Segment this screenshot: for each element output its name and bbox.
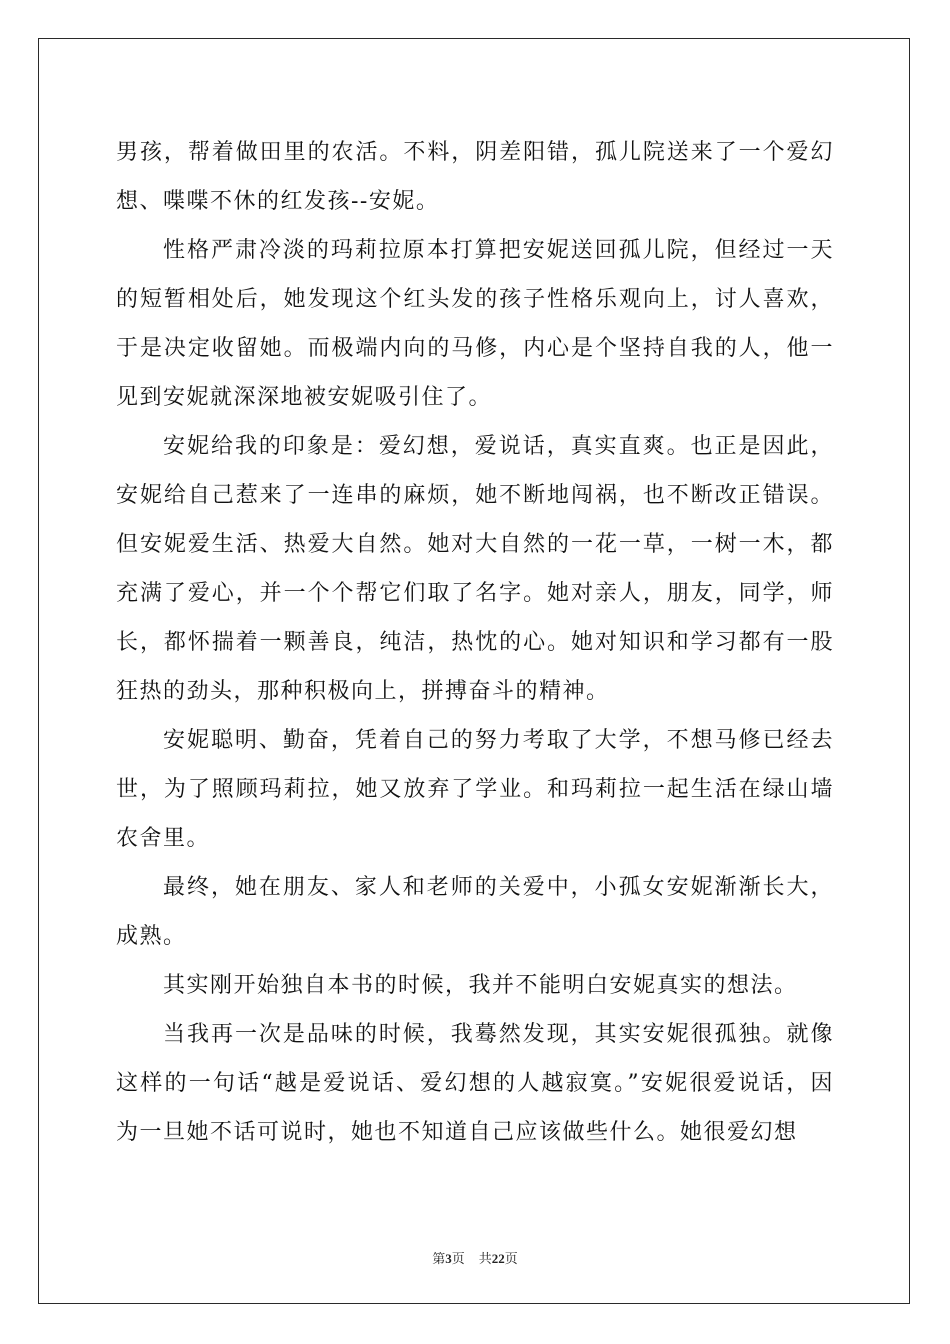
paragraph-7: 当我再一次是品味的时候，我蓦然发现，其实安妮很孤独。就像这样的一句话“越是爱说话、爱幻想的人越寂寞。”安妮很爱说话，因为一旦她不话可说时，她也不知道自己应该做些什么。她很爱幻想 — [116, 1022, 834, 1145]
paragraph-1: 男孩，帮着做田里的农活。不料，阴差阳错，孤儿院送来了一个爱幻想、喋喋不休的红发孩--安妮。 — [116, 140, 834, 214]
paragraph-3: 安妮给我的印象是：爱幻想，爱说话，真实直爽。也正是因此，安妮给自己惹来了一连串的麻烦，她不断地闯祸，也不断改正错误。但安妮爱生活、热爱大自然。她对大自然的一花一草，一树一木，都充满了爱心，并一个个帮它们取了名字。她对亲人，朋友，同学，师长，都怀揣着一颗善良，纯洁，热忱的心。她对知识和学习都有一股狂热的劲头，那种积极向上，拼搏奋斗的精神。 — [116, 434, 834, 704]
paragraph-6: 其实刚开始独自本书的时候，我并不能明白安妮真实的想法。 — [163, 973, 798, 998]
paragraph-5: 最终，她在朋友、家人和老师的关爱中，小孤女安妮渐渐长大，成熟。 — [116, 875, 834, 949]
page-suffix: 页 — [451, 1252, 465, 1267]
total-pages: 22 — [491, 1251, 505, 1266]
page-footer — [0, 1248, 950, 1267]
total-prefix: 共 — [478, 1252, 492, 1267]
page-prefix: 第 — [432, 1252, 446, 1267]
document-body — [116, 128, 834, 1157]
paragraph-4: 安妮聪明、勤奋，凭着自己的努力考取了大学，不想马修已经去世，为了照顾玛莉拉，她又放弃了学业。和玛莉拉一起生活在绿山墙农舍里。 — [116, 728, 834, 851]
page-number: 3 — [445, 1251, 452, 1266]
total-suffix: 页 — [504, 1252, 518, 1267]
paragraph-2: 性格严肃冷淡的玛莉拉原本打算把安妮送回孤儿院，但经过一天的短暂相处后，她发现这个红头发的孩子性格乐观向上，讨人喜欢，于是决定收留她。而极端内向的马修，内心是个坚持自我的人，他一见到安妮就深深地被安妮吸引住了。 — [116, 238, 834, 410]
